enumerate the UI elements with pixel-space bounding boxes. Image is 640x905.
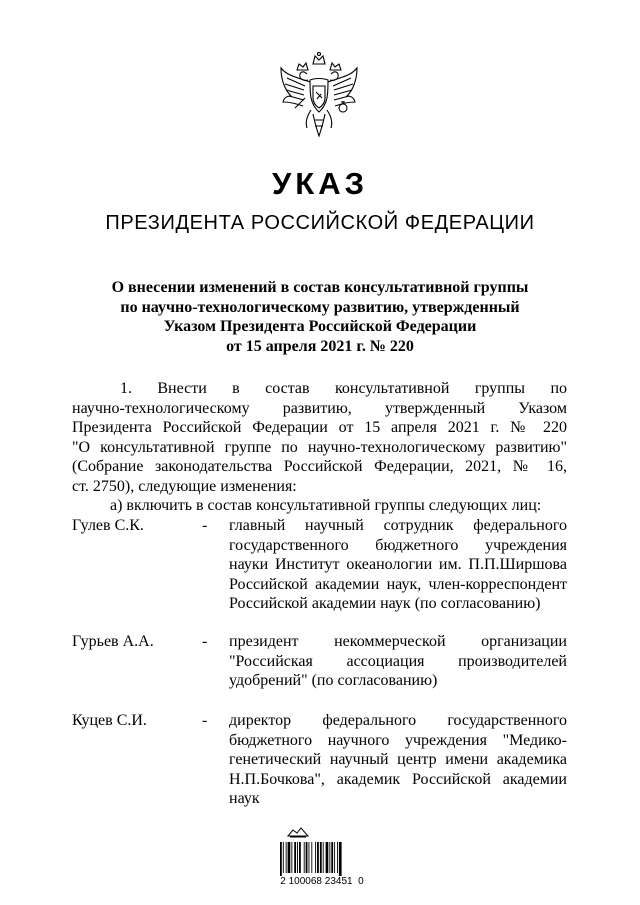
person-entry: [72, 516, 567, 616]
description-line: главный научный сотрудник федерального: [229, 517, 567, 534]
barcode-bar: [339, 842, 342, 876]
person-name: Гурьев А.А.: [72, 633, 154, 650]
barcode-bar: [317, 842, 319, 873]
barcode-bar: [337, 842, 338, 873]
heading-line: О внесении изменений в состав консультативной группы: [111, 279, 529, 296]
barcode-bar: [306, 842, 308, 873]
person-entry: [72, 632, 567, 692]
barcode-bar: [304, 842, 305, 873]
barcode-bar: [334, 842, 335, 873]
description-line: директор федерального государственного: [229, 712, 567, 729]
barcode-number: 2 100068 23451 0: [280, 876, 364, 887]
barcode-bar: [294, 842, 296, 873]
paragraph-line: Президента Российской Федерации от 15 апреля 2021 г. № 220: [72, 419, 567, 436]
description-line: государственного бюджетного учреждения: [229, 536, 567, 554]
description-line: удобрений" (по согласованию): [229, 672, 438, 689]
barcode-bar: [326, 842, 329, 873]
heading-line: Указом Президента Российской Федерации: [163, 318, 477, 335]
paragraph-1: [72, 379, 567, 516]
description-line: Российской академии наук (по согласованию): [229, 595, 541, 612]
barcode-bar: [299, 842, 301, 873]
barcode-bar: [283, 842, 284, 873]
person-description: [229, 711, 567, 809]
barcode-bar: [311, 842, 312, 873]
description-line: наук: [229, 790, 260, 807]
decree-heading: [90, 278, 550, 356]
person-name: Гулев С.К.: [72, 517, 144, 534]
barcode-bar: [280, 842, 282, 876]
barcode-bar: [315, 842, 316, 873]
person-name: Куцев С.И.: [72, 712, 147, 729]
paragraph-line: (Собрание законодательства Российской Федерации, 2021, № 16,: [72, 458, 567, 475]
barcode: [280, 842, 364, 876]
description-line: Российской академии наук, член-корреспондент: [229, 575, 567, 593]
coat-of-arms-emblem: [277, 50, 362, 142]
description-line: Н.П.Бочкова", академик Российской академии: [229, 770, 567, 788]
printer-mark-icon: [287, 826, 309, 838]
person-description: [229, 632, 567, 691]
paragraph-line: "О консультативной группе по научно-технологическому развитию": [72, 438, 567, 456]
barcode-bar: [291, 842, 292, 873]
barcode-bar: [329, 842, 330, 873]
paragraph-line: научно-технологическому развитию, утвержденный Указом: [72, 399, 567, 417]
person-dash: -: [202, 633, 208, 650]
barcode-bar: [323, 842, 324, 873]
barcode-bar: [286, 842, 287, 873]
document-subtitle: ПРЕЗИДЕНТА РОССИЙСКОЙ ФЕДЕРАЦИИ: [105, 212, 535, 234]
person-dash: -: [202, 517, 208, 534]
heading-line: от 15 апреля 2021 г. № 220: [226, 337, 414, 355]
description-line: президент некоммерческой организации: [229, 633, 567, 650]
person-dash: -: [202, 712, 208, 729]
barcode-bar: [297, 842, 298, 873]
description-line: науки Институт океанологии им. П.П.Ширшова: [229, 556, 567, 573]
paragraph-line: ст. 2750), следующие изменения:: [72, 477, 297, 495]
paragraph-line: 1. Внести в состав консультативной группы по: [120, 380, 567, 397]
person-entry: [72, 711, 567, 811]
description-line: бюджетного научного учреждения "Медико-: [229, 731, 567, 749]
description-line: "Российская ассоциация производителей: [229, 652, 567, 670]
barcode-bar: [320, 842, 322, 873]
heading-line: по научно-технологическому развитию, утвержденный: [120, 298, 520, 316]
person-description: [229, 516, 567, 614]
description-line: генетический научный центр имени академика: [229, 751, 567, 768]
barcode-bar: [309, 842, 310, 873]
item-a-line: а) включить в состав консультативной группы следующих лиц:: [110, 497, 542, 514]
barcode-bar: [331, 842, 333, 873]
barcode-bar: [288, 842, 291, 873]
document-title: УКАЗ: [271, 166, 368, 201]
